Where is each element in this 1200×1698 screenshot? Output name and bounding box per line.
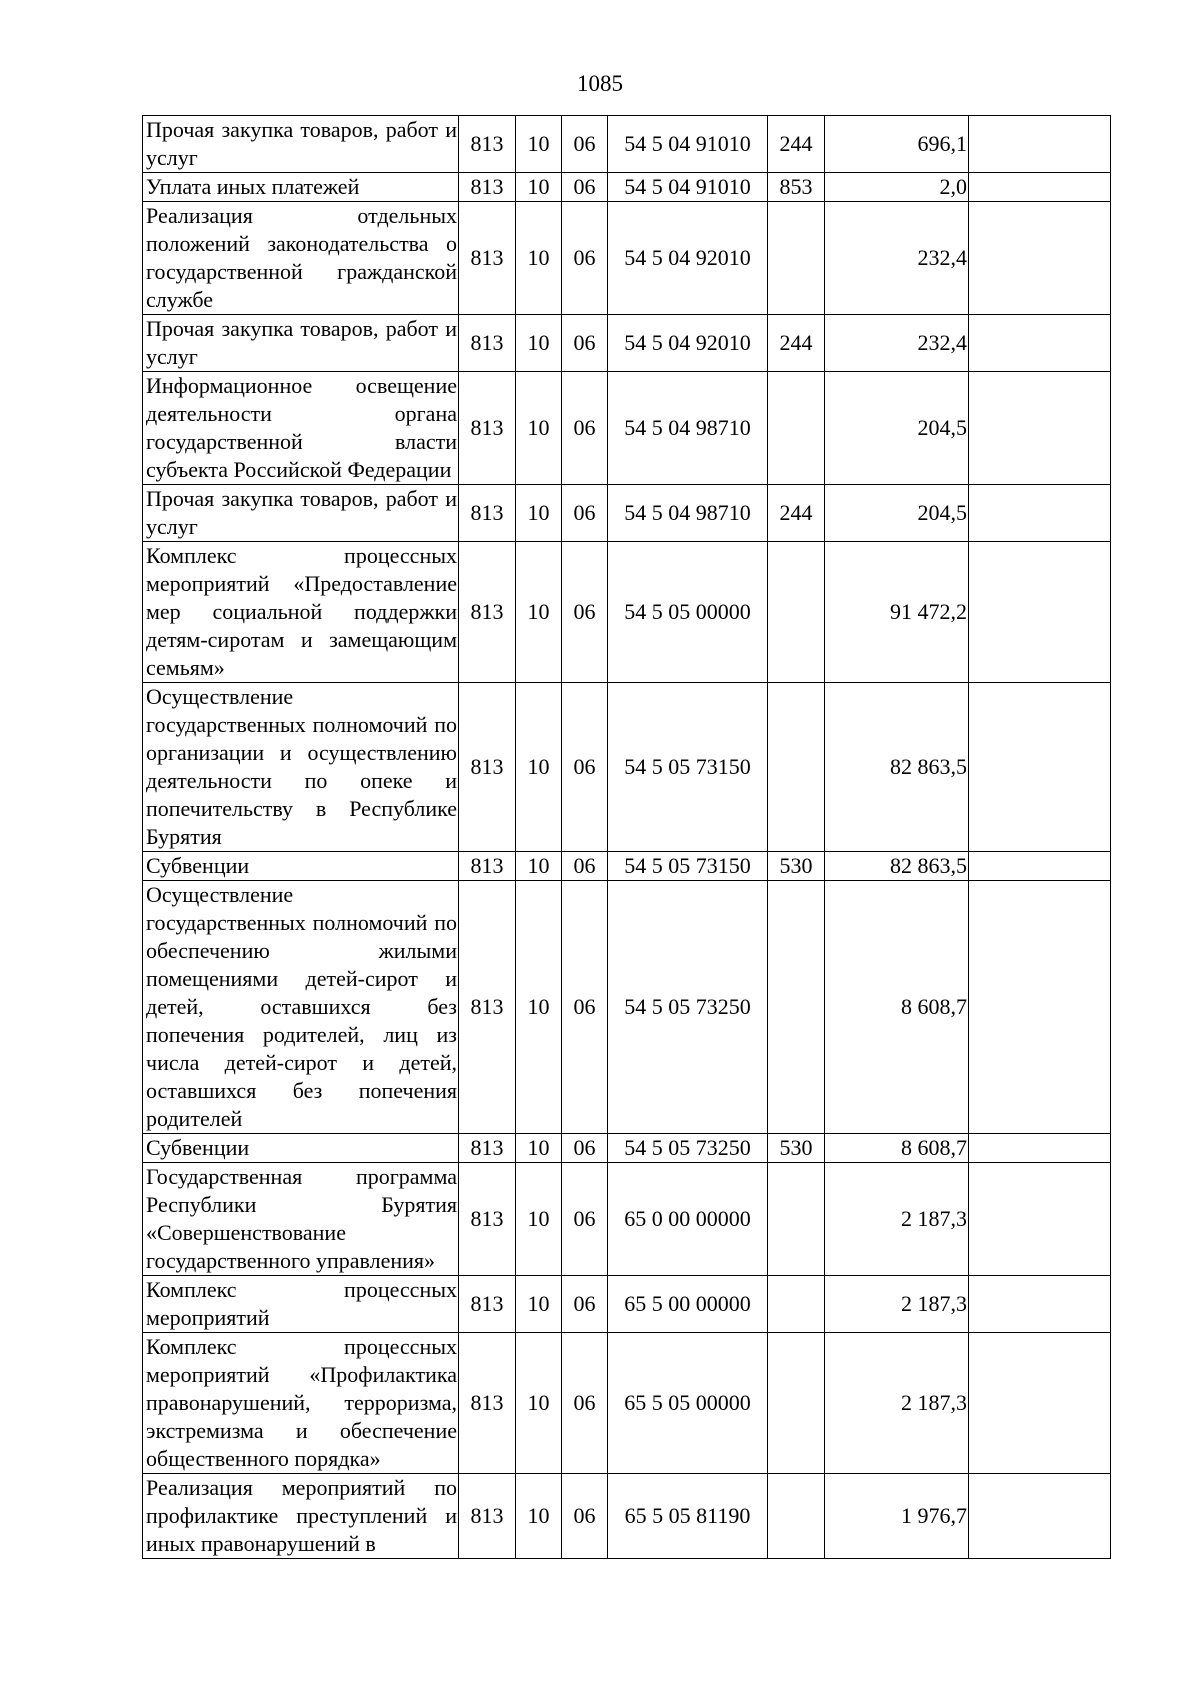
row-ved: 813 xyxy=(459,315,516,372)
row-rz: 10 xyxy=(516,1474,562,1559)
row-vr xyxy=(768,881,825,1134)
row-name: Реализация отдельных положений законодательства о государственной гражданской службе xyxy=(143,202,459,315)
row-sum: 232,4 xyxy=(825,315,969,372)
row-ved: 813 xyxy=(459,1333,516,1474)
row-name: Комплекс процессных мероприятий xyxy=(143,1276,459,1333)
row-rz: 10 xyxy=(516,881,562,1134)
row-sum: 2,0 xyxy=(825,173,969,202)
row-sum: 1 976,7 xyxy=(825,1474,969,1559)
row-ved: 813 xyxy=(459,372,516,485)
row-rz: 10 xyxy=(516,852,562,881)
row-extra xyxy=(969,1276,1111,1333)
row-rz: 10 xyxy=(516,1163,562,1276)
row-ved: 813 xyxy=(459,173,516,202)
row-pr: 06 xyxy=(562,1163,608,1276)
row-sum: 696,1 xyxy=(825,116,969,173)
row-pr: 06 xyxy=(562,485,608,542)
row-extra xyxy=(969,1134,1111,1163)
row-sum: 2 187,3 xyxy=(825,1333,969,1474)
row-name: Информационное освещение деятельности органа государственной власти субъекта Российской Федерации xyxy=(143,372,459,485)
row-name: Осуществление государственных полномочий по организации и осуществлению деятельности по опеке и попечительству в Республике Бурятия xyxy=(143,683,459,852)
row-pr: 06 xyxy=(562,1276,608,1333)
row-name: Прочая закупка товаров, работ и услуг xyxy=(143,116,459,173)
row-csr: 54 5 04 98710 xyxy=(608,485,768,542)
row-name: Уплата иных платежей xyxy=(143,173,459,202)
row-ved: 813 xyxy=(459,485,516,542)
table-row xyxy=(143,485,1111,542)
table-row xyxy=(143,852,1111,881)
row-csr: 65 5 05 00000 xyxy=(608,1333,768,1474)
row-sum: 8 608,7 xyxy=(825,1134,969,1163)
row-name: Комплекс процессных мероприятий «Предоставление мер социальной поддержки детям-сиротам и замещающим семьям» xyxy=(143,542,459,683)
table-row xyxy=(143,202,1111,315)
row-pr: 06 xyxy=(562,173,608,202)
row-ved: 813 xyxy=(459,881,516,1134)
row-rz: 10 xyxy=(516,1134,562,1163)
row-rz: 10 xyxy=(516,116,562,173)
row-ved: 813 xyxy=(459,202,516,315)
row-vr: 244 xyxy=(768,116,825,173)
row-pr: 06 xyxy=(562,116,608,173)
row-name: Комплекс процессных мероприятий «Профилактика правонарушений, терроризма, экстремизма и обеспечение общественного порядка» xyxy=(143,1333,459,1474)
table-row xyxy=(143,1276,1111,1333)
row-sum: 2 187,3 xyxy=(825,1276,969,1333)
row-pr: 06 xyxy=(562,852,608,881)
row-rz: 10 xyxy=(516,1333,562,1474)
row-csr: 54 5 04 98710 xyxy=(608,372,768,485)
row-pr: 06 xyxy=(562,1333,608,1474)
row-sum: 8 608,7 xyxy=(825,881,969,1134)
row-vr xyxy=(768,1163,825,1276)
row-pr: 06 xyxy=(562,372,608,485)
row-extra xyxy=(969,881,1111,1134)
row-pr: 06 xyxy=(562,1474,608,1559)
row-name: Субвенции xyxy=(143,1134,459,1163)
row-ved: 813 xyxy=(459,1276,516,1333)
row-ved: 813 xyxy=(459,1474,516,1559)
row-csr: 54 5 05 73250 xyxy=(608,881,768,1134)
budget-table xyxy=(142,115,1111,1559)
table-row xyxy=(143,173,1111,202)
row-extra xyxy=(969,1163,1111,1276)
row-extra xyxy=(969,315,1111,372)
row-vr: 244 xyxy=(768,315,825,372)
row-rz: 10 xyxy=(516,372,562,485)
table-row xyxy=(143,1474,1111,1559)
row-csr: 54 5 05 00000 xyxy=(608,542,768,683)
row-name: Прочая закупка товаров, работ и услуг xyxy=(143,485,459,542)
row-extra xyxy=(969,202,1111,315)
row-sum: 204,5 xyxy=(825,485,969,542)
row-name: Прочая закупка товаров, работ и услуг xyxy=(143,315,459,372)
row-name: Осуществление государственных полномочий по обеспечению жилыми помещениями детей-сирот и детей, оставшихся без попечения родителей, лиц из числа детей-сирот и детей, оставшихся без попечения родителей xyxy=(143,881,459,1134)
row-csr: 54 5 04 91010 xyxy=(608,173,768,202)
row-vr xyxy=(768,202,825,315)
row-csr: 65 5 00 00000 xyxy=(608,1276,768,1333)
row-csr: 54 5 05 73250 xyxy=(608,1134,768,1163)
row-extra xyxy=(969,372,1111,485)
table-row xyxy=(143,315,1111,372)
row-vr: 530 xyxy=(768,1134,825,1163)
row-csr: 54 5 05 73150 xyxy=(608,852,768,881)
row-name: Государственная программа Республики Бурятия «Совершенствование государственного управления» xyxy=(143,1163,459,1276)
row-name: Реализация мероприятий по профилактике преступлений и иных правонарушений в xyxy=(143,1474,459,1559)
row-vr xyxy=(768,1276,825,1333)
table-row xyxy=(143,881,1111,1134)
row-sum: 204,5 xyxy=(825,372,969,485)
row-rz: 10 xyxy=(516,1276,562,1333)
table-row xyxy=(143,1333,1111,1474)
row-pr: 06 xyxy=(562,683,608,852)
row-rz: 10 xyxy=(516,173,562,202)
row-sum: 82 863,5 xyxy=(825,852,969,881)
row-vr: 244 xyxy=(768,485,825,542)
table-row xyxy=(143,116,1111,173)
row-rz: 10 xyxy=(516,683,562,852)
row-sum: 91 472,2 xyxy=(825,542,969,683)
row-rz: 10 xyxy=(516,315,562,372)
row-ved: 813 xyxy=(459,683,516,852)
row-ved: 813 xyxy=(459,1163,516,1276)
row-csr: 65 5 05 81190 xyxy=(608,1474,768,1559)
row-pr: 06 xyxy=(562,202,608,315)
row-ved: 813 xyxy=(459,116,516,173)
row-extra xyxy=(969,1333,1111,1474)
page-number: 1085 xyxy=(577,71,623,96)
table-row xyxy=(143,1134,1111,1163)
row-extra xyxy=(969,173,1111,202)
row-vr xyxy=(768,1333,825,1474)
row-rz: 10 xyxy=(516,542,562,683)
row-ved: 813 xyxy=(459,1134,516,1163)
row-ved: 813 xyxy=(459,852,516,881)
row-csr: 54 5 04 91010 xyxy=(608,116,768,173)
row-extra xyxy=(969,852,1111,881)
row-extra xyxy=(969,116,1111,173)
table-row xyxy=(143,542,1111,683)
table-row xyxy=(143,1163,1111,1276)
row-extra xyxy=(969,485,1111,542)
row-name: Субвенции xyxy=(143,852,459,881)
row-vr xyxy=(768,1474,825,1559)
row-extra xyxy=(969,683,1111,852)
table-row xyxy=(143,683,1111,852)
row-vr: 853 xyxy=(768,173,825,202)
row-vr xyxy=(768,542,825,683)
row-sum: 82 863,5 xyxy=(825,683,969,852)
row-rz: 10 xyxy=(516,485,562,542)
row-csr: 54 5 04 92010 xyxy=(608,202,768,315)
row-csr: 54 5 05 73150 xyxy=(608,683,768,852)
table-row xyxy=(143,372,1111,485)
row-ved: 813 xyxy=(459,542,516,683)
row-extra xyxy=(969,542,1111,683)
row-pr: 06 xyxy=(562,315,608,372)
row-sum: 2 187,3 xyxy=(825,1163,969,1276)
row-sum: 232,4 xyxy=(825,202,969,315)
row-rz: 10 xyxy=(516,202,562,315)
row-csr: 65 0 00 00000 xyxy=(608,1163,768,1276)
row-extra xyxy=(969,1474,1111,1559)
row-vr xyxy=(768,372,825,485)
row-pr: 06 xyxy=(562,1134,608,1163)
row-vr: 530 xyxy=(768,852,825,881)
row-pr: 06 xyxy=(562,542,608,683)
row-csr: 54 5 04 92010 xyxy=(608,315,768,372)
row-vr xyxy=(768,683,825,852)
row-pr: 06 xyxy=(562,881,608,1134)
